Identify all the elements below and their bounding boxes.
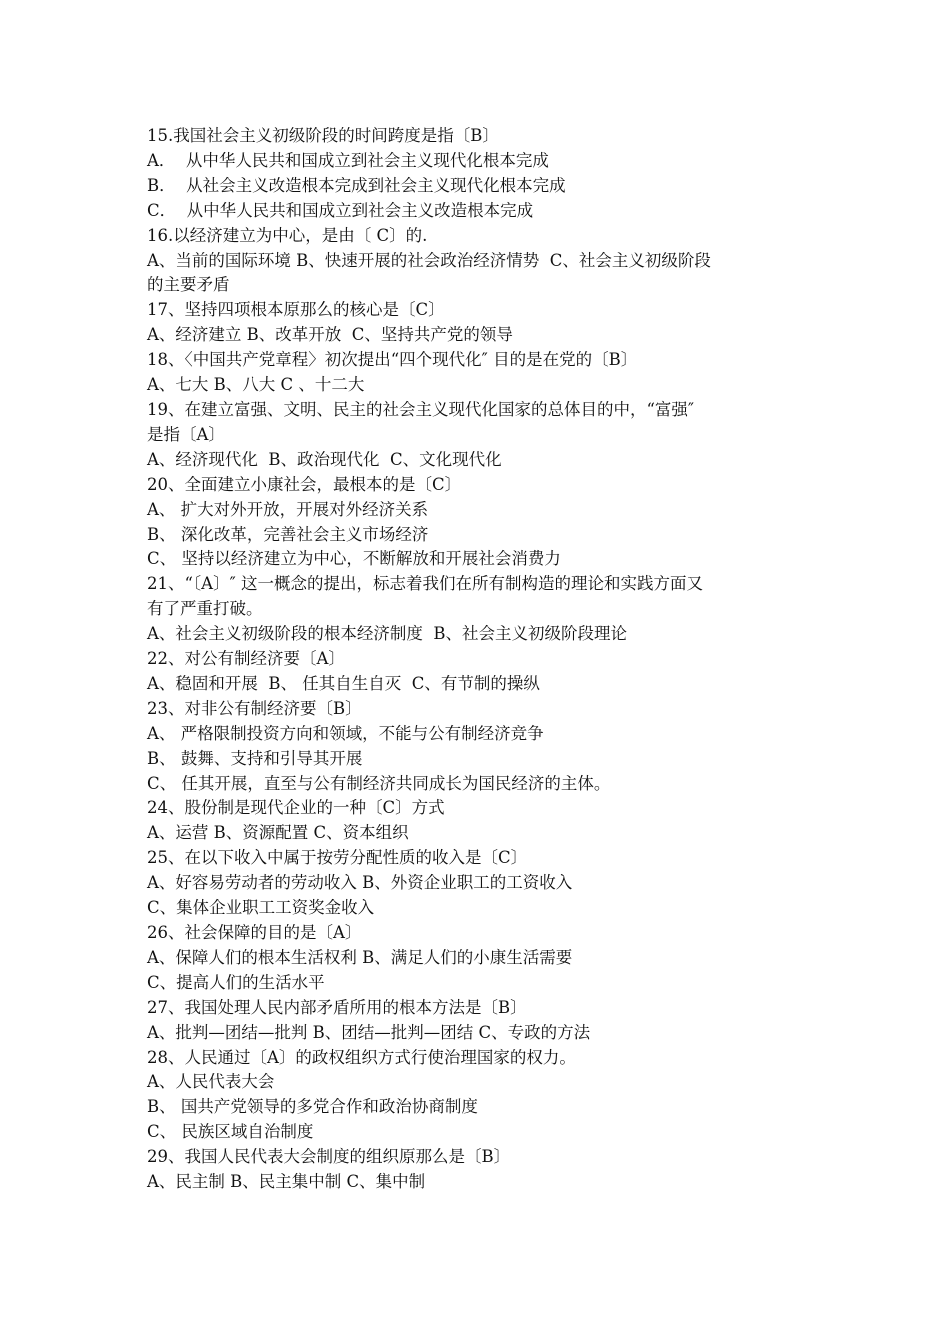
text-line: A、经济现代化 B、政治现代化 C、文化现代化	[147, 449, 502, 469]
text-line: A、社会主义初级阶段的根本经济制度 B、社会主义初级阶段理论	[147, 624, 628, 644]
text-line: C、提高人们的生活水平	[147, 972, 325, 992]
text-line: 19、在建立富强、文明、民主的社会主义现代化国家的总体目的中，“富强″	[147, 399, 695, 419]
text-line: A、 严格限制投资方向和领域，不能与公有制经济竞争	[147, 723, 544, 743]
text-line: A、好容易劳动者的劳动收入 B、外资企业职工的工资收入	[147, 873, 573, 893]
text-line: 的主要矛盾	[147, 275, 230, 295]
text-line: 27、我国处理人民内部矛盾所用的根本方法是〔B〕	[147, 997, 527, 1017]
text-line: A、 扩大对外开放，开展对外经济关系	[147, 499, 429, 519]
text-line: B、 深化改革，完善社会主义市场经济	[147, 524, 429, 544]
question-list	[147, 124, 812, 1195]
text-line: 21、“〔A〕″ 这一概念的提出，标志着我们在所有制构造的理论和实践方面又	[147, 574, 704, 594]
text-line: C、 民族区域自治制度	[147, 1122, 314, 1142]
text-line: B． 从社会主义改造根本完成到社会主义现代化根本完成	[147, 175, 566, 195]
text-line: A、稳固和开展 B、 任其自生自灭 C、有节制的操纵	[147, 673, 540, 693]
text-line: A、当前的国际环境 B、快速开展的社会政治经济情势 C、社会主义初级阶段	[147, 250, 711, 270]
text-line: A、人民代表大会	[147, 1072, 275, 1092]
text-line: 16.以经济建立为中心，是由〔 C〕的.	[147, 225, 428, 245]
text-line: A、民主制 B、民主集中制 C、集中制	[147, 1172, 426, 1192]
text-line: C、 任其开展，直至与公有制经济共同成长为国民经济的主体。	[147, 773, 611, 793]
text-line: 18、〈中国共产党章程〉初次提出“四个现代化″ 目的是在党的〔B〕	[147, 350, 638, 370]
text-line: A． 从中华人民共和国成立到社会主义现代化根本完成	[147, 150, 549, 170]
text-line: 24、股份制是现代企业的一种〔C〕方式	[147, 798, 445, 818]
text-line: 有了严重打破。	[147, 599, 263, 619]
text-line: 28、人民通过〔A〕的政权组织方式行使治理国家的权力。	[147, 1047, 576, 1067]
text-line: C、 坚持以经济建立为中心，不断解放和开展社会消费力	[147, 549, 561, 569]
text-line: C． 从中华人民共和国成立到社会主义改造根本完成	[147, 200, 534, 220]
text-line: A、运营 B、资源配置 C、资本组织	[147, 823, 409, 843]
text-line: A、七大 B、八大 C 、十二大	[147, 375, 365, 395]
text-line: 15.我国社会主义初级阶段的时间跨度是指〔B〕	[147, 126, 499, 145]
text-line: A、保障人们的根本生活权利 B、满足人们的小康生活需要	[147, 947, 573, 967]
text-line: 26、社会保障的目的是〔A〕	[147, 923, 362, 942]
text-line: 29、我国人民代表大会制度的组织原那么是〔B〕	[147, 1147, 511, 1167]
text-line: 20、全面建立小康社会，最根本的是〔C〕	[147, 474, 462, 494]
text-line: 23、对非公有制经济要〔B〕	[147, 698, 362, 718]
text-line: 17、坚持四项根本原那么的核心是〔C〕	[147, 300, 445, 320]
text-line: A、批判—团结—批判 B、团结—批判—团结 C、专政的方法	[147, 1022, 591, 1042]
text-line: 22、对公有制经济要〔A〕	[147, 649, 345, 669]
text-line: 25、在以下收入中属于按劳分配性质的收入是〔C〕	[147, 848, 528, 868]
text-line: 是指〔A〕	[147, 424, 225, 444]
text-line: C、集体企业职工工资奖金收入	[147, 898, 375, 918]
text-line: B、 国共产党领导的多党合作和政治协商制度	[147, 1097, 478, 1117]
text-line: A、经济建立 B、改革开放 C、坚持共产党的领导	[147, 325, 513, 345]
text-line: B、 鼓舞、支持和引导其开展	[147, 748, 363, 768]
